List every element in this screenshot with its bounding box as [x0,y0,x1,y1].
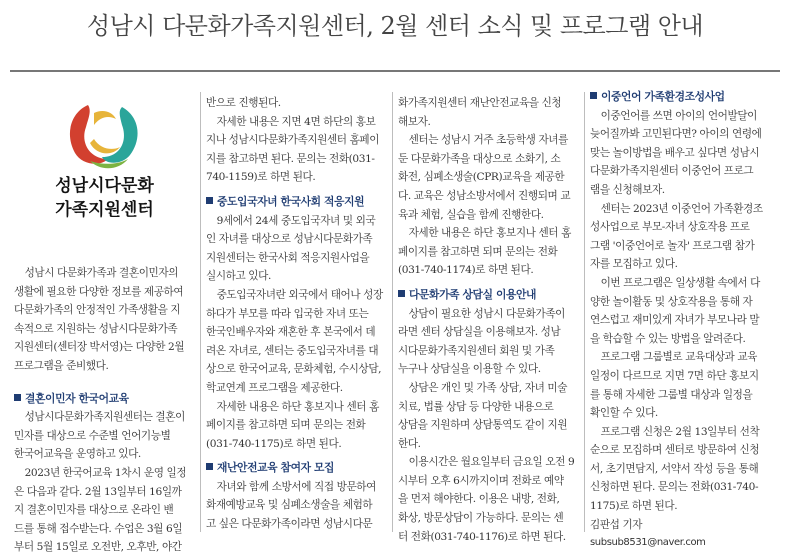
square-bullet-icon [14,394,21,401]
article-column-2: 반으로 진행된다. 자세한 내용은 지면 4면 하단의 홍보 지나 성남시다문화가족지원센터 홈페이 지를 참고하면 된다. 문의는 전화(031- 740-1159)로 하면 된다. 중도입국자녀 한국사회 적응지원 9세에서 24세 중도입국자녀 및 외국 인 자녀를 대상으로 성남시다문화가족 지원센터는 한국사회 적응지원사업을 실시하고 있다. 중도입국자녀란 외국에서 태어나 성장 하다가 부모를 따라 입국한 자녀 또는 한국인배우자와 재혼한 후 본국에서 데 려온 자녀로, 센터는 중도입국자녀를 대 상으로 한국어교육, 문화체험, 수시상담, 학교연계 프로그램을 제공한다. 자세한 내용은 하단 홍보지나 센터 홈 페이지를 참고하면 되며 문의는 전화 (031-740-1175)로 하면 된다. 재난안전교육 참여자 모집 자녀와 함께 소방서에 직접 방문하여 화재예방교육 및 심폐소생술을 체험하 고 싶은 다문화가족이라면 성남시다문 [206,94,386,534]
reporter-email[interactable]: subsub8531@naver.com [590,537,706,549]
article-column-3: 화가족지원센터 재난안전교육을 신청 해보자. 센터는 성남시 거주 초등학생 자녀를 둔 다문화가족을 대상으로 소화기, 소 화전, 심폐소생술(CPR)교육을 제공한 다. 교육은 성남소방서에서 진행되며 교 육과 체험, 실습을 함께 진행한다. 자세한 내용은 하단 홍보지나 센터 홈 페이지를 참고하면 되며 문의는 전화 (031-740-1174)로 하면 된다. 다문화가족 상담실 이용안내 상담이 필요한 성남시 다문화가족이 라면 센터 상담실을 이용해보자. 성남 시다문화가족지원센터 회원 및 가족 누구나 상담실을 이용할 수 있다. 상담은 개인 및 가족 상담, 자녀 미술 치료, 법률 상담 등 다양한 내용으로 상담을 지원하며 상담통역도 같이 지원 한다. 이용시간은 월요일부터 금요일 오전 9 시부터 오후 6시까지이며 전화로 예약 을 먼저 해야한다. 이용은 내방, 전화, 화상, 방문상담이 가능하다. 문의는 센 터 전화(031-740-1176)로 하면 된다. [398,94,578,546]
section-heading: 재난안전교육 참여자 모집 [206,459,386,478]
section-heading: 중도입국자녀 한국사회 적응지원 [206,193,386,212]
column-divider [392,92,393,532]
column-divider [584,92,585,532]
square-bullet-icon [206,197,213,204]
section-heading: 결혼이민자 한국어교육 [14,390,194,409]
section-heading: 다문화가족 상담실 이용안내 [398,286,578,305]
column-divider [200,92,201,532]
section-heading: 이중언어 가족환경조성사업 [590,88,774,107]
square-bullet-icon [398,290,405,297]
square-bullet-icon [206,463,213,470]
article-column-4: 이중언어 가족환경조성사업 이중언어를 쓰면 아이의 언어발달이 늦어질까봐 고민된다면? 아이의 연령에 맞는 놀이방법을 배우고 싶다면 성남시 다문화가족지원센터 이중언어 프로그 램을 신청해보자. 센터는 2023년 이중언어 가족환경조 성사업으로 부모-자녀 상호작용 프로 그램 '이중언어로 놀자' 프로그램 참가 자를 모집하고 있다. 이번 프로그램은 일상생활 속에서 다 양한 놀이활동 및 상호작용을 통해 자 연스럽고 재미있게 자녀가 부모나라 말 을 학습할 수 있는 방법을 알려준다. 프로그램 그룹별로 교육대상과 교육 일정이 다르므로 지면 7면 하단 홍보지 를 통해 자세한 그룹별 대상과 일정을 확인할 수 있다. 프로그램 신청은 2월 13일부터 선착 순으로 모집하며 센터로 방문하여 신청 서, 초기면담지, 서약서 작성 등을 통해 신청하면 된다. 문의는 전화(031-740- 1175)로 하면 된다. 김판섭 기자 subsub8531@naver.com [590,88,774,553]
center-logo [30,95,180,245]
article-column-1: 성남시 다문화가족과 결혼이민자의 생활에 필요한 다양한 정보를 제공하여 다문화가족의 안정적인 가족생활을 지 속적으로 지원하는 성남시다문화가족 지원센터(센터장 박서영)는 다양한 2월 프로그램을 준비했다. 결혼이민자 한국어교육 성남시다문화가족지원센터는 결혼이 민자를 대상으로 수준별 언어기능별 한국어교육을 운영하고 있다. 2023년 한국어교육 1차시 운영 일정 은 다음과 같다. 2월 13일부터 16일까 지 결혼이민자를 대상으로 온라인 밴 드를 통해 접수받는다. 수업은 3월 6일 부터 5월 15일로 오전반, 오후반, 야간 [14,264,194,557]
reporter-byline: 김판섭 기자 [590,518,643,531]
square-bullet-icon [590,92,597,99]
page-title: 성남시 다문화가족지원센터, 2월 센터 소식 및 프로그램 안내 [86,12,704,40]
center-logo-name: 성남시다문화 가족지원센터 [55,176,154,220]
leaf-emblem-icon [30,95,180,175]
title-rule [10,70,780,72]
